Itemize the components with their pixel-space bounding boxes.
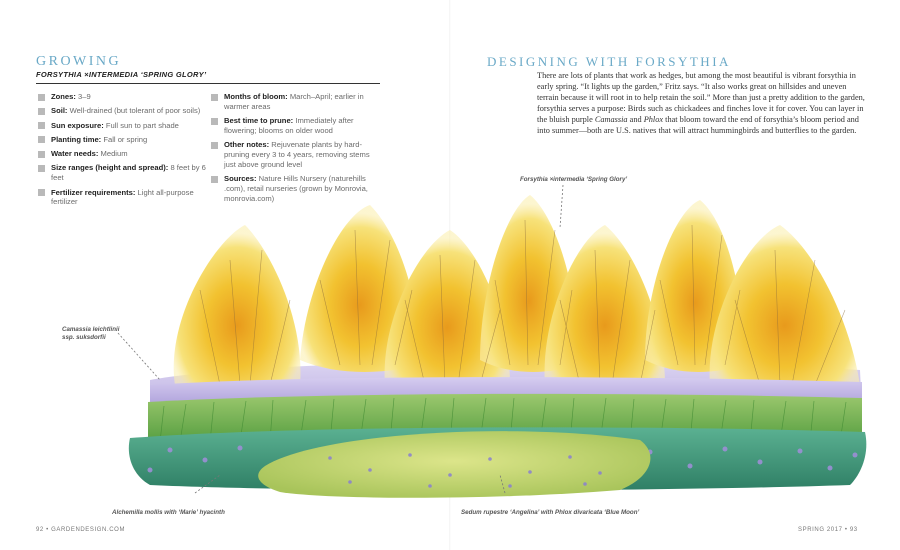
bullet-square-icon <box>38 151 45 158</box>
growing-item-notes <box>211 140 381 169</box>
item-value: Rejuvenate plants by hard-pruning every 3 to 4 years, removing stems just above ground level <box>224 140 370 169</box>
caption-camassia <box>62 326 119 342</box>
paragraph-italic: Camassia <box>594 114 628 124</box>
item-value: 8 feet by 6 feet <box>51 163 206 183</box>
item-label: Best time to prune: <box>224 116 294 126</box>
item-label: Zones: <box>51 92 76 101</box>
bullet-square-icon <box>211 118 218 125</box>
designing-paragraph <box>537 71 865 136</box>
bullet-square-icon <box>211 94 218 101</box>
caption-sedum: Sedum rupestre ‘Angelina’ with Phlox divaricata ‘Blue Moon’ <box>461 509 640 516</box>
growing-divider <box>36 83 380 84</box>
caption-forsythia: Forsythia ×intermedia ‘Spring Glory’ <box>520 176 628 183</box>
item-value: Well-drained (but tolerant of poor soils) <box>69 106 201 116</box>
growing-item-prune <box>211 116 381 136</box>
item-label: Sun exposure: <box>51 120 104 130</box>
item-value: March–April; earlier in warmer areas <box>224 92 364 111</box>
growing-subtitle: FORSYTHIA ×INTERMEDIA ‘SPRING GLORY’ <box>36 70 207 79</box>
item-label: Size ranges (height and spread): <box>51 163 169 173</box>
item-value: Medium <box>100 149 128 159</box>
item-value: Immediately after flowering; blooms on older wood <box>224 116 354 135</box>
growing-item-sun <box>38 121 208 131</box>
item-value: Fall or spring <box>103 134 148 144</box>
designing-heading: DESIGNING WITH FORSYTHIA <box>487 54 731 69</box>
forsythia-shrubs <box>174 195 860 393</box>
bullet-square-icon <box>38 108 45 115</box>
item-value: Full sun to part shade <box>105 120 179 130</box>
paragraph-text: There are lots of plants that work as hedges, but among the most beautiful is vibrant forsythia in early spring. “It lights up the garden,” Fritz says. “It also works great on hillsides and uneven terrain because it will root in to help retain the soil.” More than just a pretty addition to the garden, forsythia serves a purpose: Birds such as chickadees and finches love it for cover. You can layer in the bluish purple <box>537 71 865 124</box>
item-label: Sources: <box>224 174 257 184</box>
paragraph-italic: Phlox <box>643 114 664 124</box>
item-label: Fertilizer requirements: <box>51 187 136 197</box>
bullet-square-icon <box>38 136 45 143</box>
growing-item-soil <box>38 106 208 116</box>
growing-item-water <box>38 149 208 159</box>
growing-item-zones <box>38 92 208 102</box>
item-label: Other notes: <box>224 140 270 150</box>
bullet-square-icon <box>38 94 45 101</box>
growing-item-bloom <box>211 92 381 112</box>
caption-camassia-line2: ssp. suksdorfii <box>62 334 106 341</box>
caption-alchemilla: Alchemilla mollis with ‘Marie’ hyacinth <box>112 509 225 516</box>
item-label: Soil: <box>51 106 68 116</box>
bullet-square-icon <box>38 122 45 129</box>
bullet-square-icon <box>211 142 218 149</box>
item-value: 3–9 <box>78 92 91 101</box>
item-value: Nature Hills Nursery (naturehills .com), retail nurseries (grown by Monrovia, monrovia.com) <box>224 174 368 203</box>
item-label: Planting time: <box>51 134 102 144</box>
caption-camassia-line1: Camassia leichtlinii <box>62 326 120 333</box>
item-value: Light all-purpose fertilizer <box>51 187 194 207</box>
page-number-right: SPRING 2017 • 93 <box>798 527 858 533</box>
garden-illustration <box>0 170 900 530</box>
growing-item-planting <box>38 135 208 145</box>
item-label: Water needs: <box>51 149 99 159</box>
paragraph-text: and <box>627 114 644 124</box>
paragraph-text: that bloom toward the end of forsythia’s bloom period and into summer—both are U.S. natives that will attract hummingbirds and butterflies to the garden. <box>537 114 859 135</box>
growing-heading: GROWING <box>36 54 122 69</box>
page-number-left: 92 • GARDENDESIGN.COM <box>36 527 126 533</box>
item-label: Months of bloom: <box>224 92 288 101</box>
